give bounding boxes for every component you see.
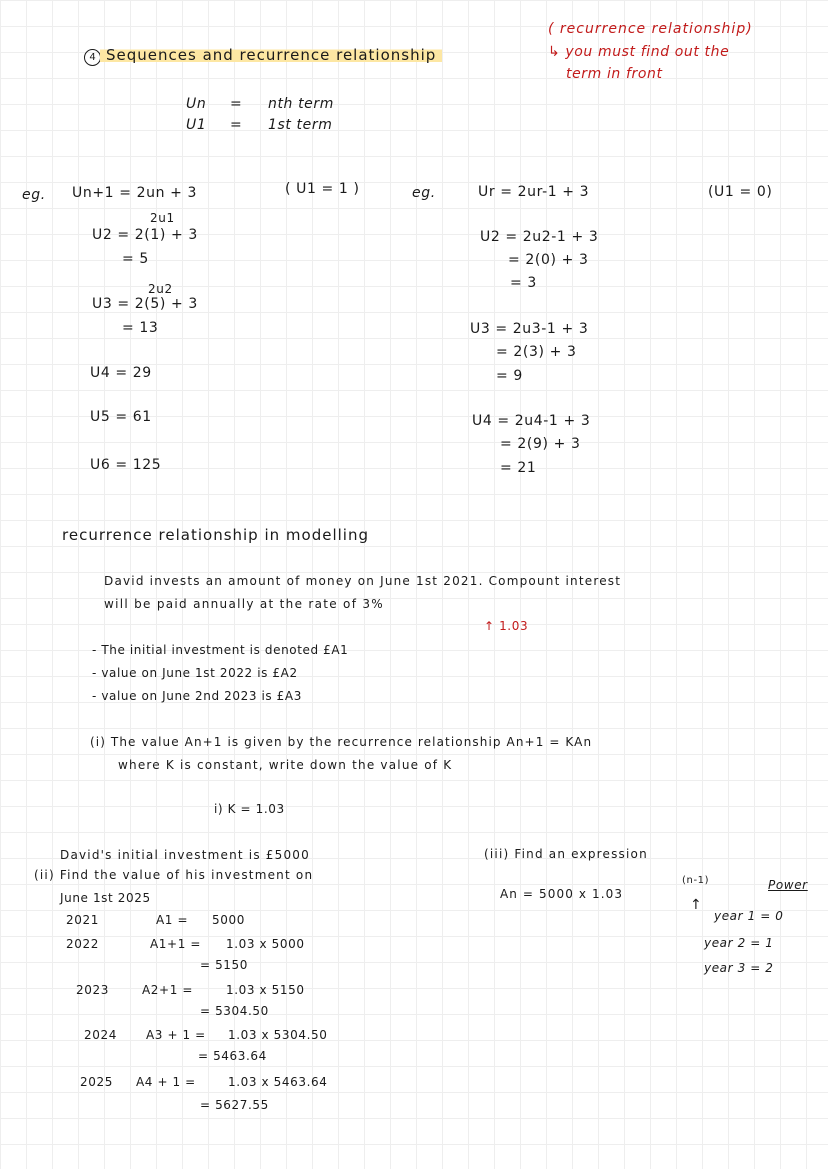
def-eq: = (230, 96, 243, 112)
row-year: 2021 (66, 913, 99, 927)
def-lhs: U1 (186, 117, 207, 133)
question-1-line-2: where K is constant, write down the value of K (118, 758, 453, 772)
modelling-intro-line-2: will be paid annually at the rate of 3% (104, 597, 384, 611)
power-header: Power (768, 878, 808, 892)
row-label: A1+1 = (150, 937, 202, 951)
modelling-heading: recurrence relationship in modelling (62, 526, 369, 544)
bullet-item: - The initial investment is denoted £A1 (92, 643, 349, 657)
bullet-item: - value on June 1st 2022 is £A2 (92, 666, 298, 680)
row-value: 5000 (212, 913, 245, 927)
rate-note: ↑ 1.03 (484, 619, 529, 633)
row-value: = 5463.64 (198, 1049, 267, 1063)
example-1-line: U2 = 2(1) + 3 (92, 227, 198, 243)
example-1-line: = 5 (122, 251, 149, 267)
power-row: year 1 = 0 (714, 909, 784, 923)
header-note-line-3: term in front (566, 66, 663, 82)
example-2-line: U3 = 2u3-1 + 3 (470, 321, 589, 337)
example-2-line: = 21 (500, 460, 537, 476)
example-1-condition: ( U1 = 1 ) (285, 181, 360, 197)
example-1-line: U6 = 125 (90, 457, 162, 473)
example-1-line: 2u2 (148, 282, 173, 296)
eg-label: eg. (412, 185, 436, 201)
header-note-line-2: ↳ you must find out the (548, 44, 730, 60)
row-value: = 5304.50 (200, 1004, 269, 1018)
row-value: 1.03 x 5304.50 (228, 1028, 328, 1042)
page-title: Sequences and recurrence relationship (100, 46, 442, 64)
expression: An = 5000 x 1.03 (500, 887, 624, 901)
example-2-condition: (U1 = 0) (708, 184, 773, 200)
row-label: A4 + 1 = (136, 1075, 196, 1089)
row-year: 2024 (84, 1028, 117, 1042)
question-3: (iii) Find an expression (484, 847, 648, 861)
row-year: 2023 (76, 983, 109, 997)
eg-label: eg. (22, 187, 46, 203)
row-value: 1.03 x 5463.64 (228, 1075, 328, 1089)
power-row: year 3 = 2 (704, 961, 774, 975)
expression-arrow: ↑ (690, 897, 703, 913)
example-2-rule: Ur = 2ur-1 + 3 (478, 184, 590, 200)
expression-exponent: (n-1) (682, 875, 710, 886)
example-2-line: = 2(9) + 3 (500, 436, 581, 452)
example-1-line: U5 = 61 (90, 409, 152, 425)
row-value: 1.03 x 5150 (226, 983, 305, 997)
row-value: = 5150 (200, 958, 249, 972)
def-eq: = (230, 117, 243, 133)
question-1-answer: i) K = 1.03 (214, 802, 285, 816)
row-value: = 5627.55 (200, 1098, 269, 1112)
example-2-line: = 9 (496, 368, 523, 384)
question-2-line-1: (ii) Find the value of his investment on (34, 868, 314, 882)
header-note-line-1: ( recurrence relationship) (548, 21, 753, 37)
example-2-line: U2 = 2u2-1 + 3 (480, 229, 599, 245)
example-1-line: = 13 (122, 320, 159, 336)
example-1-line: 2u1 (150, 211, 175, 225)
bullet-item: - value on June 2nd 2023 is £A3 (92, 689, 302, 703)
example-2-line: = 2(0) + 3 (508, 252, 589, 268)
part-2-intro: David's initial investment is £5000 (60, 848, 310, 862)
def-lhs: Un (186, 96, 207, 112)
example-2-line: = 2(3) + 3 (496, 344, 577, 360)
example-2-line: = 3 (510, 275, 537, 291)
modelling-intro-line-1: David invests an amount of money on June 1st 2021. Compount interest (104, 574, 622, 588)
row-value: 1.03 x 5000 (226, 937, 305, 951)
example-2-line: U4 = 2u4-1 + 3 (472, 413, 591, 429)
row-year: 2025 (80, 1075, 113, 1089)
row-label: A2+1 = (142, 983, 194, 997)
row-label: A3 + 1 = (146, 1028, 206, 1042)
section-number-badge: 4 (84, 49, 101, 66)
def-rhs: 1st term (268, 117, 333, 133)
power-row: year 2 = 1 (704, 936, 774, 950)
example-1-line: U4 = 29 (90, 365, 152, 381)
example-1-line: U3 = 2(5) + 3 (92, 296, 198, 312)
def-rhs: nth term (268, 96, 334, 112)
example-1-rule: Un+1 = 2un + 3 (72, 185, 197, 201)
row-year: 2022 (66, 937, 99, 951)
row-label: A1 = (156, 913, 189, 927)
question-2-line-2: June 1st 2025 (60, 891, 151, 905)
question-1-line-1: (i) The value An+1 is given by the recurrence relationship An+1 = KAn (90, 735, 593, 749)
